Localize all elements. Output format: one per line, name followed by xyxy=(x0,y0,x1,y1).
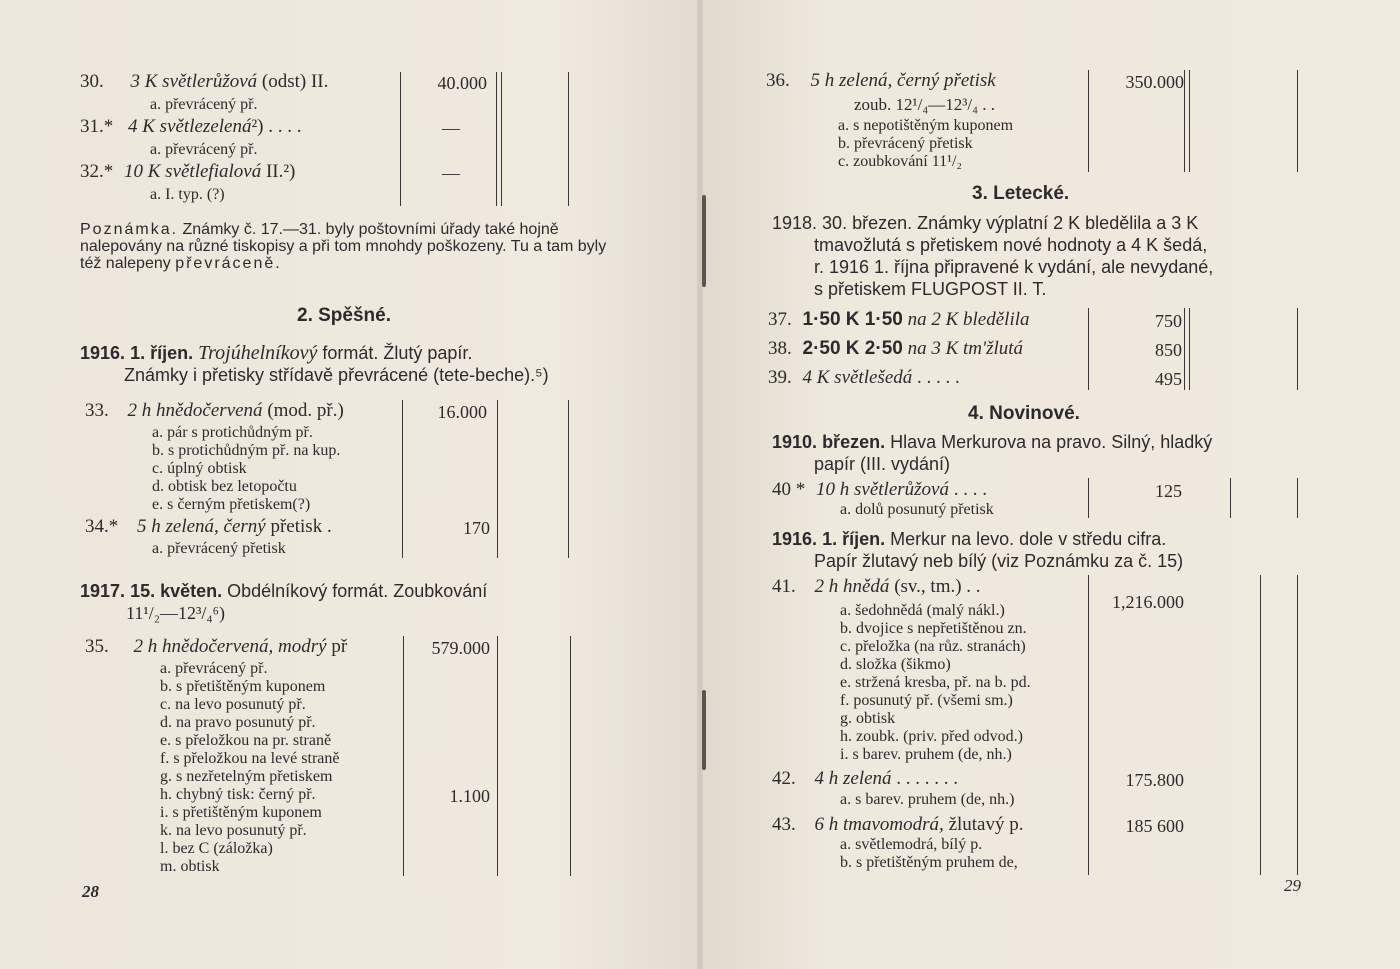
column-rule xyxy=(400,72,401,206)
sub-item: c. přeložka (na růz. stranách) xyxy=(840,638,1026,655)
entry-detail: žlutavý p. xyxy=(948,814,1024,835)
entry-number: 39. xyxy=(768,367,792,388)
sub-item: b. dvojice s nepřetištěnou zn. xyxy=(840,620,1027,637)
sub-item: a. převrácený př. xyxy=(160,660,268,677)
entry-title: 2 h hnědočervená, modrý xyxy=(133,636,327,657)
column-rule xyxy=(497,400,498,558)
sub-item: a. převrácený př. xyxy=(150,141,258,158)
sub-item: e. stržená kresba, př. na b. pd. xyxy=(840,674,1031,691)
entry-detail: II.²) xyxy=(265,161,296,182)
date: březen. xyxy=(822,432,886,452)
sub-item: i. s barev. pruhem (de, nh.) xyxy=(840,746,1012,763)
entry-31 xyxy=(80,118,302,136)
paper-note: Papír žlutavý neb bílý (viz Poznámku za č. 15) xyxy=(814,551,1184,571)
entry-title: 5 h zelená, černý xyxy=(137,516,266,537)
entry-detail: ²) . . . . xyxy=(251,116,302,137)
entry-number: 38. xyxy=(768,338,792,359)
sub-item: b. s přetištěným kuponem xyxy=(160,678,326,695)
section-1916-text xyxy=(80,342,640,386)
binding-staple xyxy=(702,195,706,287)
column-rule xyxy=(1260,575,1261,875)
year: 1910. xyxy=(772,432,818,452)
column-rule xyxy=(501,72,502,206)
entry-detail: na 2 K bledělila xyxy=(907,309,1030,330)
note-label: Poznámka. xyxy=(80,221,179,238)
entry-value: 125 xyxy=(1155,481,1182,501)
paper-note: papír (III. vydání) xyxy=(814,454,951,474)
year: 1916. xyxy=(772,529,818,549)
sub-item: e. s černým přetiskem(?) xyxy=(152,496,311,513)
entry-title: 10 K světlefialová xyxy=(124,161,262,182)
sub-item: g. s nezřetelným přetiskem xyxy=(160,768,333,785)
sub-item: b. s přetištěným pruhem de, xyxy=(840,854,1018,871)
column-rule xyxy=(570,636,571,876)
sub-item: c. na levo posunutý př. xyxy=(160,696,306,713)
entry-37 xyxy=(768,311,1030,329)
column-rule xyxy=(1088,70,1089,172)
section-1916-text xyxy=(772,528,1332,572)
entry-title: 4 K světlešedá xyxy=(802,367,913,388)
sub-item: h. zoubk. (priv. před odvod.) xyxy=(840,728,1023,745)
entry-number: 40 * xyxy=(772,479,806,500)
paragraph-line: 1918. 30. březen. Známky výplatní 2 K bledělila a 3 K xyxy=(772,213,1199,233)
entry-number: 41. xyxy=(772,576,796,597)
sub-item: a. dolů posunutý přetisk xyxy=(840,501,994,518)
entry-value: 495 xyxy=(1155,369,1182,389)
format-title: Trojúhelníkový xyxy=(198,342,318,364)
entry-title: 5 h zelená, černý přetisk xyxy=(810,70,996,91)
entry-title: 6 h tmavomodrá, xyxy=(814,814,944,835)
column-rule xyxy=(1189,308,1190,390)
year: 1917. xyxy=(80,581,126,601)
sub-item: b. převrácený přetisk xyxy=(838,135,973,152)
book-gutter xyxy=(697,0,703,969)
entry-number: 36. xyxy=(766,70,790,91)
entry-detail: . . . . . . . xyxy=(896,768,959,789)
sub-item: c. úplný obtisk xyxy=(152,460,247,477)
sub-item: a. s nepotištěným kuponem xyxy=(838,117,1014,134)
entry-title: 4 h zelená xyxy=(814,768,892,789)
date: 1. říjen. xyxy=(822,529,886,549)
entry-title: 2 h hnědá xyxy=(814,576,890,597)
entry-detail: . . . . . xyxy=(917,367,960,388)
entry-value: 850 xyxy=(1155,340,1182,360)
sub-item: l. bez C (záložka) xyxy=(160,840,273,857)
column-rule xyxy=(1088,575,1089,875)
entry-43 xyxy=(772,816,1024,834)
column-rule xyxy=(1184,308,1185,390)
sub-item: a. I. typ. (?) xyxy=(150,186,225,203)
footnote-paragraph xyxy=(80,221,615,272)
format-detail: Obdélníkový formát. Zoubkování xyxy=(227,581,488,601)
entry-title: 2·50 K 2·50 xyxy=(802,338,903,359)
entry-number: 32.* xyxy=(80,161,114,182)
date: 1. říjen. xyxy=(130,343,194,363)
section-heading: 4. Novinové. xyxy=(968,403,1080,424)
column-rule xyxy=(568,72,569,206)
paragraph-line: s přetiskem FLUGPOST II. T. xyxy=(814,279,1047,299)
perforation-note: 11¹/₂—12³/₄⁶) xyxy=(126,603,225,623)
entry-value: 40.000 xyxy=(437,73,487,93)
entry-value: — xyxy=(442,118,460,138)
column-rule xyxy=(496,72,497,206)
entry-30 xyxy=(80,73,328,91)
entry-number: 42. xyxy=(772,768,796,789)
entry-detail: . . . . xyxy=(953,479,987,500)
entry-number: 43. xyxy=(772,814,796,835)
entry-value: 175.800 xyxy=(1125,770,1184,790)
entry-number: 37. xyxy=(768,309,792,330)
entry-34 xyxy=(85,518,332,536)
entry-33 xyxy=(85,402,344,420)
column-rule xyxy=(1297,478,1298,518)
sub-item: f. posunutý př. (všemi sm.) xyxy=(840,692,1013,709)
format-note: Známky i přetisky střídavě převrácené (tete-beche).⁵) xyxy=(124,365,549,385)
sub-item: d. na pravo posunutý př. xyxy=(160,714,316,731)
entry-number: 34.* xyxy=(85,516,119,537)
entry-value: 750 xyxy=(1155,311,1182,331)
sub-item: a. převrácený př. xyxy=(150,96,258,113)
sub-item: b. s protichůdným př. na kup. xyxy=(152,442,341,459)
date: 15. květen. xyxy=(130,581,223,601)
column-rule xyxy=(1088,478,1089,518)
entry-32 xyxy=(80,163,295,181)
section-heading: 3. Letecké. xyxy=(972,183,1070,204)
column-rule xyxy=(568,400,569,558)
column-rule xyxy=(403,636,404,876)
right-page xyxy=(700,0,1400,969)
note-emphasis: převráceně. xyxy=(175,255,282,272)
entry-35 xyxy=(85,638,347,656)
column-rule xyxy=(1189,70,1190,172)
sub-item: c. zoubkování 11¹/₂ xyxy=(838,153,962,170)
entry-value: 185 600 xyxy=(1125,816,1184,836)
entry-value: 579.000 xyxy=(431,638,490,658)
paragraph-line: tmavožlutá s přetiskem nové hodnoty a 4 K šedá, xyxy=(814,235,1208,255)
section-heading: 2. Spěšné. xyxy=(297,305,391,326)
column-rule xyxy=(497,636,498,876)
page-number: 29 xyxy=(1284,876,1301,895)
column-rule xyxy=(1297,575,1298,875)
entry-number: 35. xyxy=(85,636,109,657)
entry-detail: (odst) II. xyxy=(261,71,329,92)
sub-item: e. s přeložkou na pr. straně xyxy=(160,732,332,749)
sub-item: a. s barev. pruhem (de, nh.) xyxy=(840,791,1015,808)
column-rule xyxy=(1297,70,1298,172)
entry-number: 31.* xyxy=(80,116,114,137)
sub-item: h. chybný tisk: černý př. xyxy=(160,786,316,803)
column-rule xyxy=(1088,308,1089,390)
page-number: 28 xyxy=(82,882,99,901)
sub-item: a. převrácený přetisk xyxy=(152,540,286,557)
entry-39 xyxy=(768,369,960,387)
entry-detail: (sv., tm.) . . xyxy=(894,576,981,597)
sub-item: i. s přetištěným kuponem xyxy=(160,804,322,821)
note-text: Známky č. 17.—31. byly poštovními úřady také hojně nalepovány na různé tiskopisy a při tom mnohdy poškozeny. Tu a tam byly též nalepeny xyxy=(80,221,607,272)
section-1910-text xyxy=(772,431,1332,475)
column-rule xyxy=(402,400,403,558)
paper-detail: Merkur na levo. dole v středu cifra. xyxy=(890,529,1167,549)
sub-item: a. šedohnědá (malý nákl.) xyxy=(840,602,1005,619)
entry-value: 350.000 xyxy=(1125,72,1184,92)
sub-item: d. složka (šikmo) xyxy=(840,656,951,673)
entry-40 xyxy=(772,481,987,499)
entry-title: 3 K světlerůžová xyxy=(130,71,258,92)
column-rule xyxy=(1297,308,1298,390)
entry-detail: př xyxy=(331,636,348,657)
year: 1916. xyxy=(80,343,126,363)
entry-41 xyxy=(772,578,981,596)
sub-item: f. s přeložkou na levé straně xyxy=(160,750,340,767)
entry-title: 4 K světlezelená xyxy=(128,116,252,137)
entry-value: 1.100 xyxy=(449,786,490,806)
entry-number: 33. xyxy=(85,400,109,421)
entry-title: 1·50 K 1·50 xyxy=(802,309,903,330)
sub-item: k. na levo posunutý př. xyxy=(160,822,307,839)
format-detail: formát. Žlutý papír. xyxy=(322,343,473,363)
entry-detail: přetisk . xyxy=(270,516,332,537)
binding-staple xyxy=(702,690,706,770)
entry-number: 30. xyxy=(80,71,104,92)
entry-detail: na 3 K tm'žlutá xyxy=(907,338,1024,359)
sub-item: d. obtisk bez letopočtu xyxy=(152,478,297,495)
entry-value: 170 xyxy=(463,518,490,538)
column-rule xyxy=(1230,478,1231,518)
sub-item: m. obtisk xyxy=(160,858,220,875)
section-1917-text xyxy=(80,580,640,624)
sub-item: a. světlemodrá, bílý p. xyxy=(840,836,983,853)
entry-title: 10 h světlerůžová xyxy=(816,479,949,500)
entry-value: 16.000 xyxy=(437,402,487,422)
entry-36 xyxy=(766,72,996,90)
paper-detail: Hlava Merkurova na pravo. Silný, hladký xyxy=(890,432,1213,452)
sub-item: a. pár s protichůdným př. xyxy=(152,424,313,441)
entry-value: 1,216.000 xyxy=(1112,592,1184,612)
entry-value: — xyxy=(442,163,460,183)
paragraph-line: r. 1916 1. října připravené k vydání, ale nevydané, xyxy=(814,257,1214,277)
sub-item: g. obtisk xyxy=(840,710,896,727)
entry-title: 2 h hnědočervená xyxy=(127,400,263,421)
entry-detail: zoub. 12¹/₄—12³/₄ . . xyxy=(854,95,996,114)
entry-42 xyxy=(772,770,958,788)
section-1918-text xyxy=(772,212,1332,300)
entry-38 xyxy=(768,340,1023,358)
column-rule xyxy=(1184,70,1185,172)
entry-detail: (mod. př.) xyxy=(267,400,344,421)
